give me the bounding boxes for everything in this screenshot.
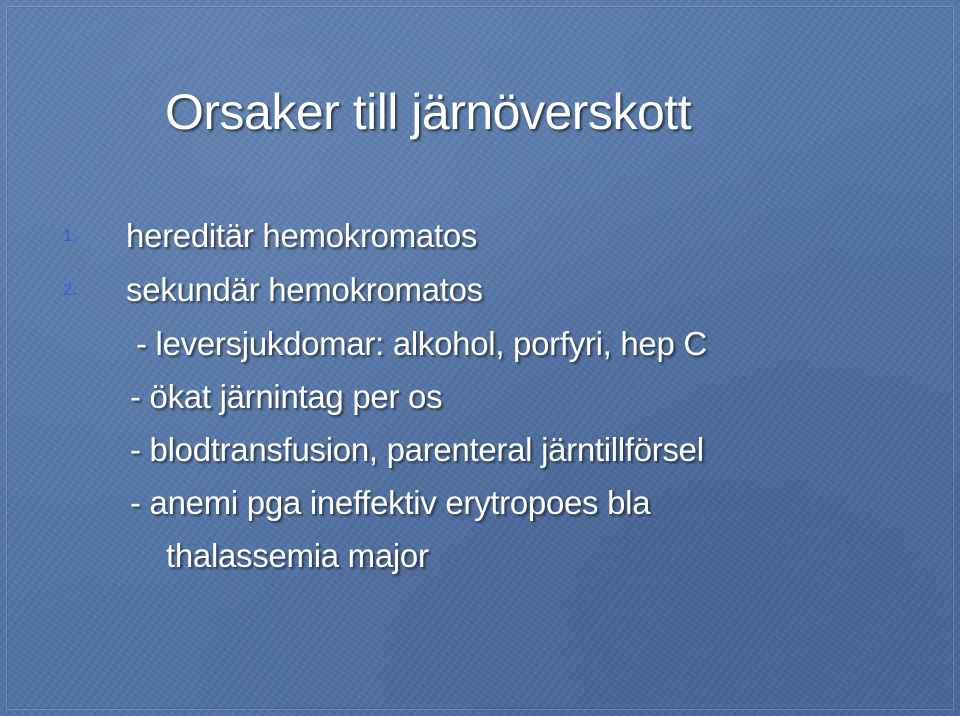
slide-body xyxy=(0,212,960,585)
sub-line-5 xyxy=(0,532,960,585)
sub-line-text: - anemi pga ineffektiv erytropoes bla xyxy=(130,484,651,521)
sub-line-text: - ökat järnintag per os xyxy=(130,378,443,415)
numbered-item-2 xyxy=(0,266,960,320)
sub-line-text: - blodtransfusion, parenteral järntillförsel xyxy=(130,431,704,468)
item-text: sekundär hemokromatos xyxy=(126,271,483,308)
item-text: hereditär hemokromatos xyxy=(126,217,478,254)
sub-line-text: - leversjukdomar: alkohol, porfyri, hep C xyxy=(136,325,707,362)
sub-line-4 xyxy=(0,479,960,532)
slide-title: Orsaker till järnöverskott xyxy=(165,84,692,140)
sub-line-2 xyxy=(0,373,960,426)
sub-line-3 xyxy=(0,426,960,479)
item-number: 1. xyxy=(63,226,78,245)
item-number: 2. xyxy=(63,280,78,299)
numbered-item-1 xyxy=(0,212,960,266)
sub-line-text: thalassemia major xyxy=(166,537,429,574)
sub-line-1 xyxy=(0,320,960,373)
